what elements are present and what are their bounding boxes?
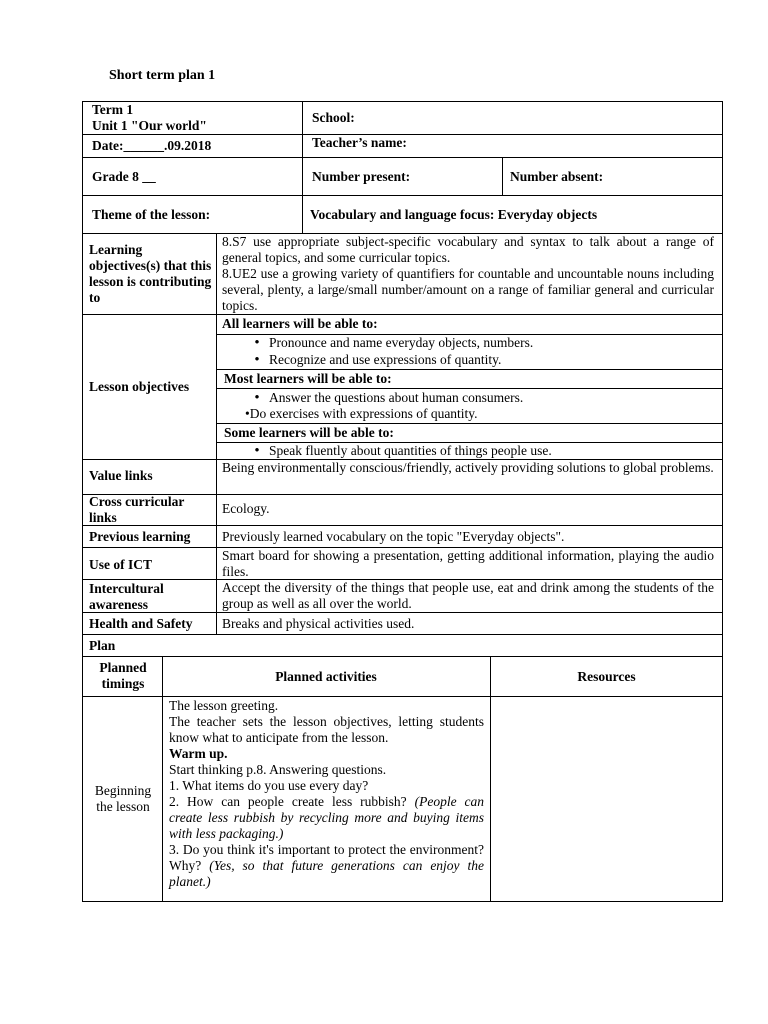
table-border-bottom xyxy=(82,901,723,902)
col-header-activities: Planned activities xyxy=(275,669,377,684)
lesson-objectives-label: Lesson objectives xyxy=(89,379,190,394)
row-divider xyxy=(216,369,723,370)
most-learners-heading: Most learners will be able to: xyxy=(224,371,392,386)
warm-up-heading: Warm up. xyxy=(169,746,228,761)
row-divider xyxy=(82,314,723,315)
row-divider xyxy=(216,423,723,424)
answer-3: (Yes, so that future generations can enjoy the planet.) xyxy=(169,858,485,889)
use-of-ict-value: Smart board for showing a presentation, getting additional information, playing the audio files. xyxy=(222,548,714,579)
health-safety-label: Health and Safety xyxy=(89,616,193,631)
school-label: School: xyxy=(312,110,355,125)
learning-objective-item: 8.UE2 use a growing variety of quantifiers for countable and uncountable nouns including several, plenty, a large/small number/amount on a range of familiar general and curricular topics. xyxy=(222,266,714,313)
cross-curricular-value: Ecology. xyxy=(222,501,270,516)
row-divider xyxy=(82,696,723,697)
column-divider xyxy=(490,656,491,902)
previous-learning-label: Previous learning xyxy=(89,529,191,544)
bullet-icon xyxy=(245,443,269,458)
question-2: 2. How can people create less rubbish? (People can create less rubbish by recycling more and buying items with less packaging.) xyxy=(169,794,484,841)
activities-content xyxy=(169,698,484,890)
col-header-timings: Planned timings xyxy=(99,660,147,691)
table-border-right xyxy=(722,101,723,902)
intercultural-label: Intercultural awareness xyxy=(89,581,164,612)
plan-label: Plan xyxy=(89,638,116,653)
use-of-ict-label: Use of ICT xyxy=(89,557,152,572)
bullet-icon xyxy=(245,352,269,367)
row-divider xyxy=(82,195,723,196)
number-absent-label: Number absent: xyxy=(510,169,604,184)
question-3: 3. Do you think it's important to protect the environment? Why? (Yes, so that future generations can enjoy the planet.) xyxy=(169,842,485,889)
some-learners-heading: Some learners will be able to: xyxy=(224,425,394,440)
learning-objectives-label: Learning objectives(s) that this lesson is contributing to xyxy=(89,242,212,305)
theme-label: Theme of the lesson: xyxy=(92,207,211,222)
activity-start-thinking: Start thinking p.8. Answering questions. xyxy=(169,762,387,777)
bullet-icon: • xyxy=(245,406,250,421)
all-learners-heading: All learners will be able to: xyxy=(222,316,378,331)
column-divider xyxy=(216,233,217,635)
row-divider xyxy=(82,157,723,158)
theme-value: Vocabulary and language focus: Everyday objects xyxy=(310,207,598,222)
column-divider xyxy=(162,656,163,902)
column-divider xyxy=(502,157,503,195)
list-item: • Answer the questions about human consumers. xyxy=(245,390,705,406)
col-header-resources: Resources xyxy=(577,669,636,684)
list-item: •Do exercises with expressions of quantity. xyxy=(245,406,478,421)
value-links-value: Being environmentally conscious/friendly, actively providing solutions to global problems. xyxy=(222,460,714,475)
column-divider xyxy=(302,101,303,234)
date-label: Date:______.09.2018 xyxy=(92,138,212,153)
list-item: • Recognize and use expressions of quantity. xyxy=(245,352,705,368)
number-present-label: Number present: xyxy=(312,169,411,184)
list-item: • Speak fluently about quantities of things people use. xyxy=(245,443,705,459)
activity-greeting: The lesson greeting. xyxy=(169,698,279,713)
document-title: Short term plan 1 xyxy=(109,68,216,83)
value-links-label: Value links xyxy=(89,468,153,483)
health-safety-value: Breaks and physical activities used. xyxy=(222,616,415,631)
stage-label: Beginning the lesson xyxy=(94,783,152,814)
previous-learning-value: Previously learned vocabulary on the topic "Everyday objects". xyxy=(222,529,565,544)
bullet-icon xyxy=(245,335,269,350)
cross-curricular-label: Cross curricular links xyxy=(89,494,185,525)
bullet-icon xyxy=(245,390,269,405)
grade-label: Grade 8 __ xyxy=(92,169,156,184)
row-divider xyxy=(216,388,723,389)
activity-objectives: The teacher sets the lesson objectives, letting students know what to anticipate from the lesson. xyxy=(169,714,484,745)
row-divider xyxy=(82,656,723,657)
list-item: • Pronounce and name everyday objects, numbers. xyxy=(245,335,705,351)
term-label: Term 1 xyxy=(92,102,134,117)
unit-label: Unit 1 "Our world" xyxy=(92,118,207,133)
row-divider xyxy=(82,634,723,635)
table-border-left xyxy=(82,101,83,902)
teacher-name-label: Teacher’s name: xyxy=(312,135,407,150)
learning-objective-item: 8.S7 use appropriate subject-specific vocabulary and syntax to talk about a range of general topics, and some curricular topics. xyxy=(222,234,714,265)
answer-2: (People can create less rubbish by recycling more and buying items with less packaging.) xyxy=(169,794,484,841)
intercultural-value: Accept the diversity of the things that people use, eat and drink among the students of the group as well as all over the world. xyxy=(222,580,714,611)
question-1: 1. What items do you use every day? xyxy=(169,778,369,793)
